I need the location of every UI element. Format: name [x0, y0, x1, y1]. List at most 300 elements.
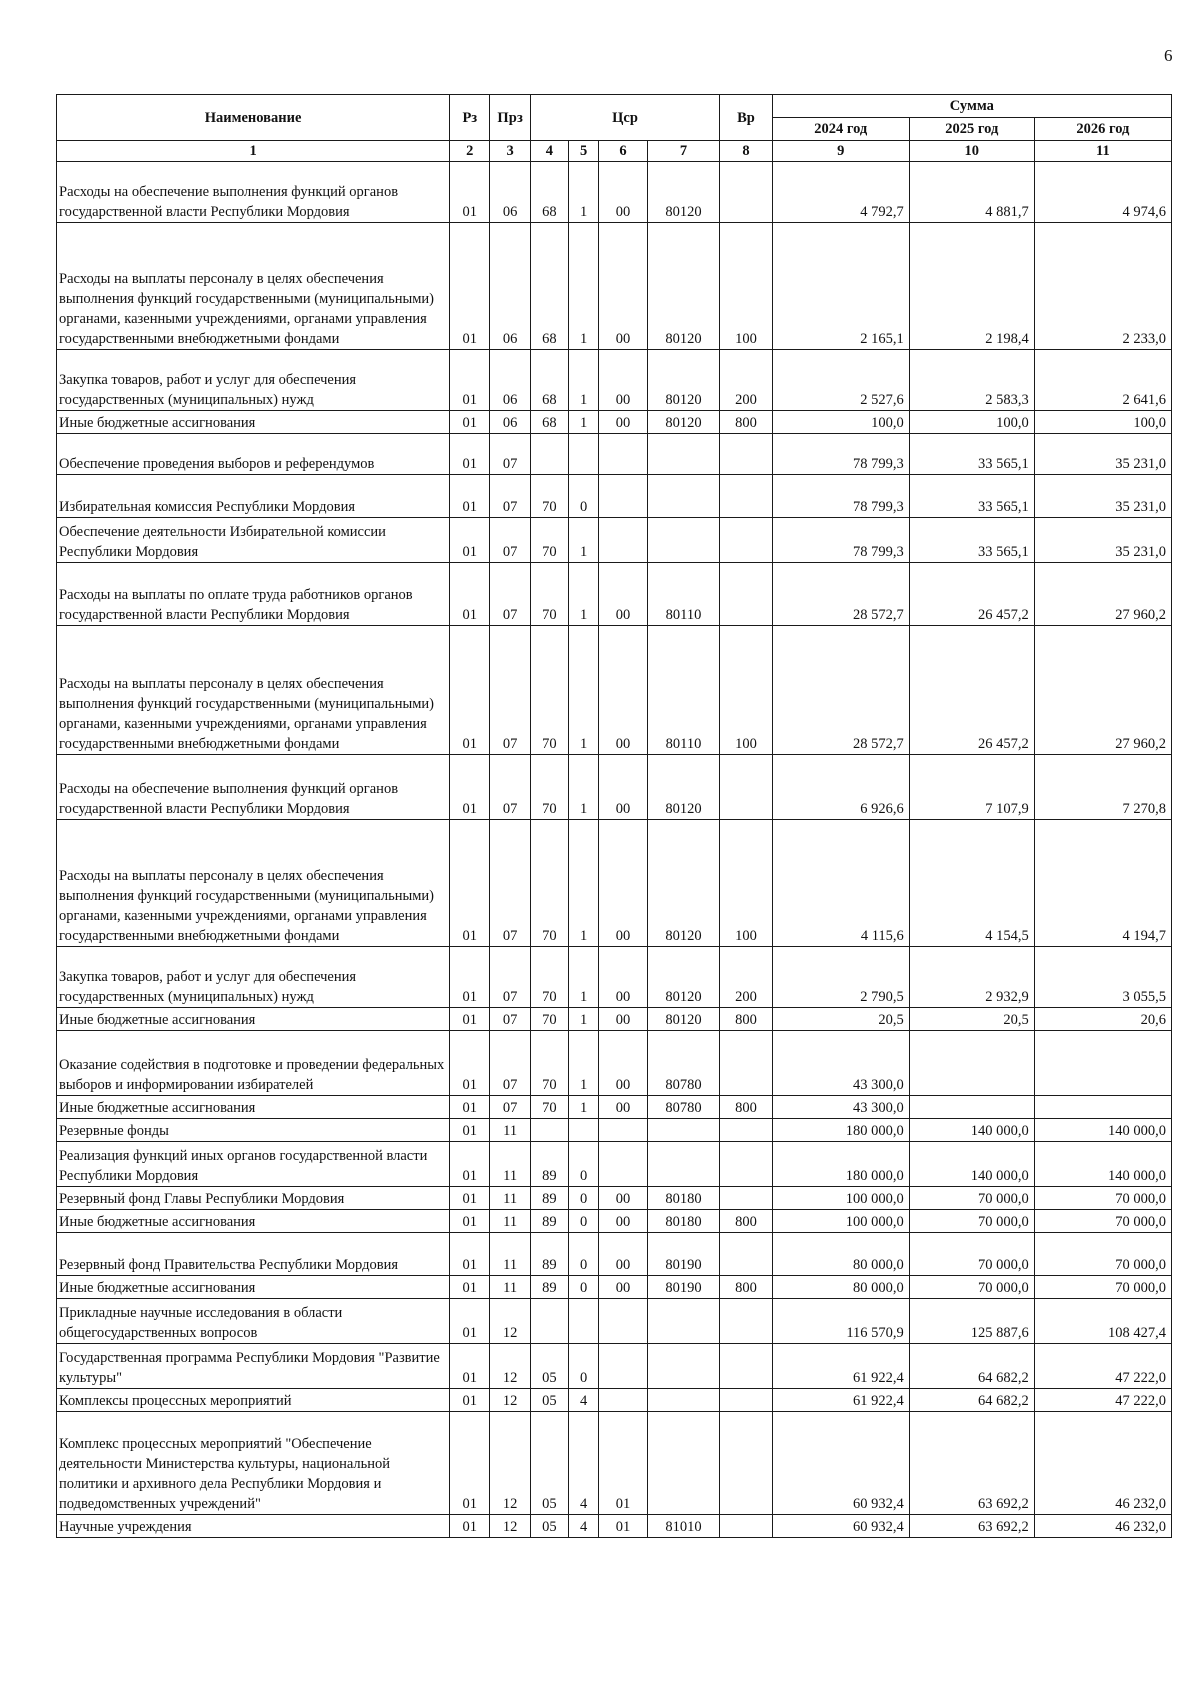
row-csr-type: 1	[569, 820, 599, 947]
row-sum-2026	[1034, 1096, 1171, 1119]
row-prz: 07	[490, 518, 530, 563]
row-sum-2026: 46 232,0	[1034, 1515, 1171, 1538]
row-sum-2025: 140 000,0	[909, 1119, 1034, 1142]
row-prz: 07	[490, 475, 530, 518]
row-rz: 01	[450, 162, 490, 223]
row-sum-2026: 70 000,0	[1034, 1210, 1171, 1233]
row-sum-2025: 70 000,0	[909, 1210, 1034, 1233]
column-numbers-row	[57, 141, 1172, 162]
row-sum-2024: 100 000,0	[772, 1187, 909, 1210]
row-rz: 01	[450, 350, 490, 411]
row-csr-main: 00	[599, 563, 647, 626]
row-csr-type: 4	[569, 1515, 599, 1538]
row-sum-2026: 2 233,0	[1034, 223, 1171, 350]
row-rz: 01	[450, 1515, 490, 1538]
row-csr-direction: 80120	[647, 1008, 720, 1031]
row-prz: 12	[490, 1515, 530, 1538]
header-year-2024: 2024 год	[772, 118, 909, 141]
row-rz: 01	[450, 1119, 490, 1142]
row-sum-2026: 35 231,0	[1034, 434, 1171, 475]
row-csr-main: 00	[599, 1187, 647, 1210]
row-csr-program: 70	[530, 820, 568, 947]
row-sum-2025: 20,5	[909, 1008, 1034, 1031]
table-row	[57, 475, 1172, 518]
row-rz: 01	[450, 434, 490, 475]
row-sum-2026: 35 231,0	[1034, 475, 1171, 518]
row-sum-2026: 46 232,0	[1034, 1412, 1171, 1515]
row-vr	[720, 563, 772, 626]
row-rz: 01	[450, 820, 490, 947]
row-csr-type: 0	[569, 1233, 599, 1276]
column-number: 5	[569, 141, 599, 162]
row-sum-2026	[1034, 1031, 1171, 1096]
row-csr-main: 00	[599, 1276, 647, 1299]
row-csr-direction: 80120	[647, 162, 720, 223]
row-csr-direction	[647, 1119, 720, 1142]
row-sum-2024: 2 527,6	[772, 350, 909, 411]
row-csr-type: 0	[569, 1210, 599, 1233]
row-name: Иные бюджетные ассигнования	[57, 1210, 450, 1233]
table-row	[57, 1187, 1172, 1210]
row-csr-type: 1	[569, 518, 599, 563]
row-sum-2025	[909, 1031, 1034, 1096]
row-name: Расходы на выплаты персоналу в целях обеспечения выполнения функций государственными (муниципальными) органами, казенными учреждениями, органами управления государственными внебюджетными фондами	[57, 626, 450, 755]
row-csr-main: 00	[599, 1233, 647, 1276]
row-csr-program: 05	[530, 1344, 568, 1389]
row-csr-program: 70	[530, 626, 568, 755]
row-csr-type: 4	[569, 1389, 599, 1412]
row-rz: 01	[450, 1299, 490, 1344]
row-sum-2025: 70 000,0	[909, 1233, 1034, 1276]
row-csr-direction	[647, 1344, 720, 1389]
row-prz: 06	[490, 350, 530, 411]
row-name: Резервный фонд Главы Республики Мордовия	[57, 1187, 450, 1210]
row-name: Комплекс процессных мероприятий "Обеспечение деятельности Министерства культуры, национальной политики и архивного дела Республики Мордовия и подведомственных учреждений"	[57, 1412, 450, 1515]
row-sum-2026: 47 222,0	[1034, 1344, 1171, 1389]
header-csr: Цср	[530, 95, 720, 141]
row-name: Резервный фонд Правительства Республики Мордовия	[57, 1233, 450, 1276]
row-csr-main	[599, 518, 647, 563]
row-csr-type: 0	[569, 1142, 599, 1187]
row-rz: 01	[450, 1031, 490, 1096]
row-vr	[720, 518, 772, 563]
header-vr: Вр	[720, 95, 772, 141]
row-csr-type: 1	[569, 947, 599, 1008]
row-csr-type	[569, 1299, 599, 1344]
row-rz: 01	[450, 518, 490, 563]
table-row	[57, 947, 1172, 1008]
row-csr-type: 1	[569, 1008, 599, 1031]
row-name: Комплексы процессных мероприятий	[57, 1389, 450, 1412]
row-csr-main: 00	[599, 223, 647, 350]
page-number: 6	[1164, 46, 1173, 65]
row-rz: 01	[450, 1008, 490, 1031]
row-prz: 07	[490, 626, 530, 755]
column-number: 11	[1034, 141, 1171, 162]
row-prz: 12	[490, 1412, 530, 1515]
row-csr-type: 0	[569, 1276, 599, 1299]
row-csr-main: 01	[599, 1412, 647, 1515]
row-csr-type: 0	[569, 475, 599, 518]
row-vr	[720, 1031, 772, 1096]
row-sum-2025: 26 457,2	[909, 563, 1034, 626]
column-number: 9	[772, 141, 909, 162]
row-sum-2024: 78 799,3	[772, 475, 909, 518]
row-sum-2025: 7 107,9	[909, 755, 1034, 820]
column-number: 10	[909, 141, 1034, 162]
row-sum-2024: 2 165,1	[772, 223, 909, 350]
row-sum-2025: 70 000,0	[909, 1276, 1034, 1299]
row-csr-type	[569, 434, 599, 475]
row-csr-program: 70	[530, 518, 568, 563]
row-vr	[720, 1412, 772, 1515]
row-rz: 01	[450, 1233, 490, 1276]
row-csr-direction	[647, 1412, 720, 1515]
row-sum-2025: 140 000,0	[909, 1142, 1034, 1187]
row-name: Иные бюджетные ассигнования	[57, 411, 450, 434]
row-rz: 01	[450, 1389, 490, 1412]
row-vr	[720, 162, 772, 223]
row-sum-2025: 2 198,4	[909, 223, 1034, 350]
row-prz: 11	[490, 1276, 530, 1299]
row-rz: 01	[450, 1142, 490, 1187]
column-number: 8	[720, 141, 772, 162]
row-sum-2024: 61 922,4	[772, 1344, 909, 1389]
row-prz: 07	[490, 947, 530, 1008]
row-name: Иные бюджетные ассигнования	[57, 1276, 450, 1299]
row-vr: 200	[720, 947, 772, 1008]
row-sum-2024: 4 792,7	[772, 162, 909, 223]
table-row	[57, 1008, 1172, 1031]
row-rz: 01	[450, 755, 490, 820]
row-prz: 11	[490, 1119, 530, 1142]
row-vr	[720, 1119, 772, 1142]
row-vr: 800	[720, 411, 772, 434]
row-csr-program: 70	[530, 755, 568, 820]
row-csr-direction: 80120	[647, 947, 720, 1008]
row-sum-2026: 47 222,0	[1034, 1389, 1171, 1412]
row-rz: 01	[450, 947, 490, 1008]
row-vr	[720, 1515, 772, 1538]
column-number: 4	[530, 141, 568, 162]
table-row	[57, 1096, 1172, 1119]
row-csr-direction: 80180	[647, 1210, 720, 1233]
row-rz: 01	[450, 475, 490, 518]
row-csr-program	[530, 434, 568, 475]
row-sum-2025: 2 932,9	[909, 947, 1034, 1008]
row-csr-main	[599, 434, 647, 475]
table-body	[57, 141, 1172, 1538]
budget-table	[56, 94, 1172, 1538]
row-name: Обеспечение деятельности Избирательной комиссии Республики Мордовия	[57, 518, 450, 563]
row-sum-2025: 33 565,1	[909, 475, 1034, 518]
row-prz: 06	[490, 411, 530, 434]
row-csr-program	[530, 1119, 568, 1142]
row-csr-program: 89	[530, 1276, 568, 1299]
row-prz: 07	[490, 434, 530, 475]
row-csr-main	[599, 1344, 647, 1389]
row-sum-2024: 43 300,0	[772, 1031, 909, 1096]
row-prz: 11	[490, 1233, 530, 1276]
row-csr-type: 0	[569, 1187, 599, 1210]
row-csr-main: 00	[599, 820, 647, 947]
row-sum-2026: 70 000,0	[1034, 1233, 1171, 1276]
row-sum-2026: 70 000,0	[1034, 1276, 1171, 1299]
row-csr-type: 1	[569, 350, 599, 411]
row-csr-direction: 80780	[647, 1031, 720, 1096]
table-row	[57, 1119, 1172, 1142]
row-csr-direction: 81010	[647, 1515, 720, 1538]
row-name: Расходы на обеспечение выполнения функций органов государственной власти Республики Мордовия	[57, 755, 450, 820]
row-sum-2025: 125 887,6	[909, 1299, 1034, 1344]
row-sum-2026: 2 641,6	[1034, 350, 1171, 411]
row-sum-2025: 4 881,7	[909, 162, 1034, 223]
row-sum-2024: 80 000,0	[772, 1233, 909, 1276]
table-row	[57, 434, 1172, 475]
row-prz: 12	[490, 1389, 530, 1412]
row-rz: 01	[450, 1096, 490, 1119]
column-number: 3	[490, 141, 530, 162]
row-csr-type: 1	[569, 223, 599, 350]
table-row	[57, 350, 1172, 411]
row-prz: 11	[490, 1187, 530, 1210]
row-csr-program: 70	[530, 1031, 568, 1096]
row-rz: 01	[450, 626, 490, 755]
row-sum-2024: 43 300,0	[772, 1096, 909, 1119]
table-row	[57, 820, 1172, 947]
row-csr-main: 00	[599, 1031, 647, 1096]
row-vr	[720, 1389, 772, 1412]
row-name: Избирательная комиссия Республики Мордовия	[57, 475, 450, 518]
row-vr: 800	[720, 1276, 772, 1299]
table-row	[57, 223, 1172, 350]
row-prz: 12	[490, 1299, 530, 1344]
row-csr-program: 68	[530, 162, 568, 223]
row-sum-2025: 64 682,2	[909, 1389, 1034, 1412]
row-csr-program: 89	[530, 1210, 568, 1233]
table-row	[57, 162, 1172, 223]
row-sum-2026: 20,6	[1034, 1008, 1171, 1031]
row-sum-2025: 70 000,0	[909, 1187, 1034, 1210]
header-year-2025: 2025 год	[909, 118, 1034, 141]
row-name: Обеспечение проведения выборов и референдумов	[57, 434, 450, 475]
row-vr	[720, 755, 772, 820]
row-name: Оказание содействия в подготовке и проведении федеральных выборов и информировании избирателей	[57, 1031, 450, 1096]
row-sum-2025: 100,0	[909, 411, 1034, 434]
row-vr: 800	[720, 1096, 772, 1119]
row-sum-2024: 60 932,4	[772, 1412, 909, 1515]
table-row	[57, 563, 1172, 626]
row-csr-program: 70	[530, 563, 568, 626]
row-vr	[720, 1187, 772, 1210]
row-csr-direction	[647, 1389, 720, 1412]
row-sum-2026: 140 000,0	[1034, 1119, 1171, 1142]
row-prz: 11	[490, 1142, 530, 1187]
row-csr-direction	[647, 434, 720, 475]
row-name: Иные бюджетные ассигнования	[57, 1096, 450, 1119]
row-csr-main: 00	[599, 162, 647, 223]
row-prz: 07	[490, 1096, 530, 1119]
row-sum-2024: 2 790,5	[772, 947, 909, 1008]
row-csr-program: 70	[530, 947, 568, 1008]
row-prz: 06	[490, 162, 530, 223]
row-vr: 100	[720, 223, 772, 350]
table-row	[57, 1299, 1172, 1344]
row-csr-main: 00	[599, 350, 647, 411]
row-csr-main: 00	[599, 755, 647, 820]
row-prz: 07	[490, 1008, 530, 1031]
row-csr-main: 00	[599, 1096, 647, 1119]
header-prz: Прз	[490, 95, 530, 141]
column-number: 2	[450, 141, 490, 162]
row-sum-2026: 100,0	[1034, 411, 1171, 434]
row-csr-main: 00	[599, 411, 647, 434]
row-sum-2025: 63 692,2	[909, 1412, 1034, 1515]
row-vr: 200	[720, 350, 772, 411]
table-row	[57, 1515, 1172, 1538]
row-name: Прикладные научные исследования в области общегосударственных вопросов	[57, 1299, 450, 1344]
row-sum-2025: 33 565,1	[909, 434, 1034, 475]
column-number: 6	[599, 141, 647, 162]
header-sum: Сумма	[772, 95, 1171, 118]
table-row	[57, 626, 1172, 755]
row-vr	[720, 1299, 772, 1344]
row-csr-direction: 80110	[647, 563, 720, 626]
row-sum-2024: 60 932,4	[772, 1515, 909, 1538]
row-sum-2025: 64 682,2	[909, 1344, 1034, 1389]
row-csr-program: 68	[530, 223, 568, 350]
row-csr-main	[599, 1389, 647, 1412]
row-vr	[720, 1344, 772, 1389]
row-rz: 01	[450, 1187, 490, 1210]
row-csr-main	[599, 475, 647, 518]
row-name: Научные учреждения	[57, 1515, 450, 1538]
row-csr-program: 89	[530, 1233, 568, 1276]
row-sum-2024: 180 000,0	[772, 1142, 909, 1187]
row-vr	[720, 1142, 772, 1187]
row-vr: 800	[720, 1210, 772, 1233]
row-csr-main: 00	[599, 947, 647, 1008]
row-csr-direction: 80190	[647, 1276, 720, 1299]
row-csr-program: 68	[530, 411, 568, 434]
row-sum-2024: 100 000,0	[772, 1210, 909, 1233]
table-row	[57, 755, 1172, 820]
row-csr-main	[599, 1119, 647, 1142]
row-sum-2024: 78 799,3	[772, 434, 909, 475]
header-year-2026: 2026 год	[1034, 118, 1171, 141]
row-vr	[720, 434, 772, 475]
row-name: Закупка товаров, работ и услуг для обеспечения государственных (муниципальных) нужд	[57, 947, 450, 1008]
row-csr-main	[599, 1142, 647, 1187]
row-vr: 100	[720, 626, 772, 755]
row-csr-program: 05	[530, 1412, 568, 1515]
row-rz: 01	[450, 223, 490, 350]
row-vr	[720, 1233, 772, 1276]
row-prz: 07	[490, 755, 530, 820]
row-name: Расходы на обеспечение выполнения функций органов государственной власти Республики Мордовия	[57, 162, 450, 223]
row-sum-2024: 100,0	[772, 411, 909, 434]
row-csr-main: 00	[599, 626, 647, 755]
row-sum-2024: 180 000,0	[772, 1119, 909, 1142]
row-rz: 01	[450, 563, 490, 626]
table-row	[57, 1142, 1172, 1187]
row-csr-program: 68	[530, 350, 568, 411]
row-csr-type	[569, 1119, 599, 1142]
row-sum-2025: 2 583,3	[909, 350, 1034, 411]
row-sum-2024: 28 572,7	[772, 626, 909, 755]
row-csr-program: 70	[530, 1096, 568, 1119]
header-name: Наименование	[57, 95, 450, 141]
row-csr-direction	[647, 475, 720, 518]
row-csr-direction: 80180	[647, 1187, 720, 1210]
table-row	[57, 1412, 1172, 1515]
row-csr-type: 1	[569, 1096, 599, 1119]
row-sum-2026: 27 960,2	[1034, 563, 1171, 626]
row-sum-2026: 35 231,0	[1034, 518, 1171, 563]
row-csr-type: 1	[569, 162, 599, 223]
row-name: Государственная программа Республики Мордовия "Развитие культуры"	[57, 1344, 450, 1389]
row-sum-2025: 4 154,5	[909, 820, 1034, 947]
row-sum-2024: 6 926,6	[772, 755, 909, 820]
row-csr-program: 70	[530, 475, 568, 518]
row-csr-type: 1	[569, 626, 599, 755]
row-csr-direction: 80120	[647, 820, 720, 947]
row-sum-2024: 116 570,9	[772, 1299, 909, 1344]
row-rz: 01	[450, 1210, 490, 1233]
row-csr-direction	[647, 518, 720, 563]
row-sum-2026: 108 427,4	[1034, 1299, 1171, 1344]
row-csr-program: 89	[530, 1187, 568, 1210]
row-sum-2024: 20,5	[772, 1008, 909, 1031]
row-sum-2025	[909, 1096, 1034, 1119]
row-csr-direction: 80120	[647, 411, 720, 434]
row-csr-program: 70	[530, 1008, 568, 1031]
row-prz: 07	[490, 563, 530, 626]
row-sum-2026: 4 974,6	[1034, 162, 1171, 223]
table-row	[57, 1344, 1172, 1389]
row-sum-2026: 140 000,0	[1034, 1142, 1171, 1187]
row-csr-direction	[647, 1299, 720, 1344]
row-csr-direction	[647, 1142, 720, 1187]
row-prz: 11	[490, 1210, 530, 1233]
column-number: 7	[647, 141, 720, 162]
row-prz: 07	[490, 1031, 530, 1096]
row-csr-program	[530, 1299, 568, 1344]
row-csr-main: 00	[599, 1210, 647, 1233]
row-sum-2026: 7 270,8	[1034, 755, 1171, 820]
row-csr-main	[599, 1299, 647, 1344]
row-name: Реализация функций иных органов государственной власти Республики Мордовия	[57, 1142, 450, 1187]
row-name: Расходы на выплаты по оплате труда работников органов государственной власти Республики Мордовия	[57, 563, 450, 626]
row-rz: 01	[450, 1276, 490, 1299]
row-rz: 01	[450, 411, 490, 434]
row-prz: 12	[490, 1344, 530, 1389]
row-sum-2025: 63 692,2	[909, 1515, 1034, 1538]
row-vr: 800	[720, 1008, 772, 1031]
row-csr-main: 00	[599, 1008, 647, 1031]
row-name: Резервные фонды	[57, 1119, 450, 1142]
row-sum-2026: 3 055,5	[1034, 947, 1171, 1008]
row-csr-type: 1	[569, 411, 599, 434]
row-csr-program: 89	[530, 1142, 568, 1187]
row-name: Закупка товаров, работ и услуг для обеспечения государственных (муниципальных) нужд	[57, 350, 450, 411]
row-csr-direction: 80190	[647, 1233, 720, 1276]
row-rz: 01	[450, 1344, 490, 1389]
row-name: Иные бюджетные ассигнования	[57, 1008, 450, 1031]
row-prz: 07	[490, 820, 530, 947]
table-row	[57, 1389, 1172, 1412]
table-row	[57, 1276, 1172, 1299]
